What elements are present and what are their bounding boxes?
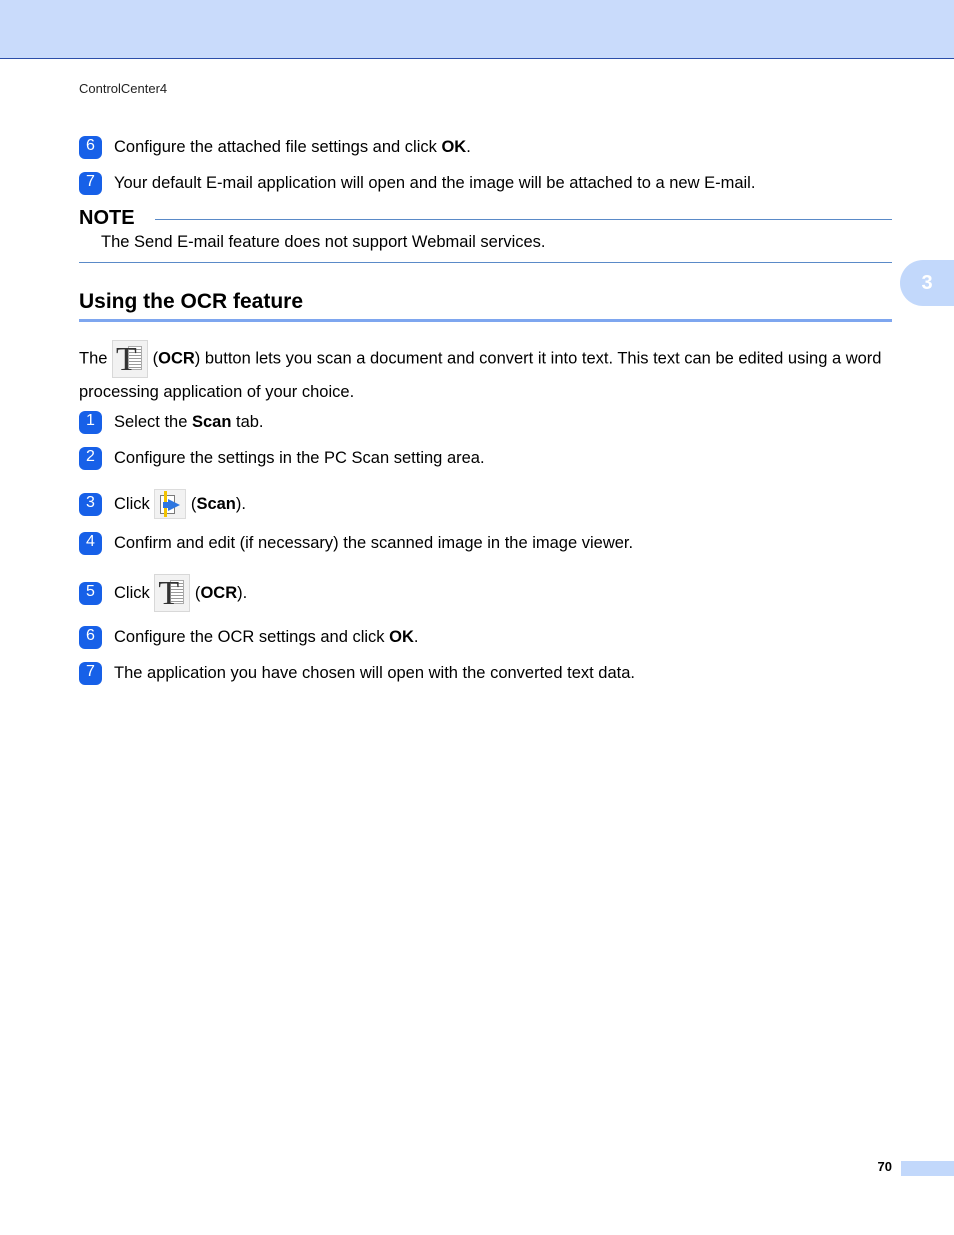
top-header-band xyxy=(0,0,954,59)
step-text: Select the Scan tab. xyxy=(114,412,264,431)
step-ocr-6 xyxy=(79,625,899,649)
step-ocr-3 xyxy=(79,489,899,519)
note-top-rule xyxy=(155,219,892,220)
footer-band xyxy=(901,1161,954,1176)
note-bottom-rule xyxy=(79,262,892,263)
step-email-7 xyxy=(79,171,899,195)
ocr-icon: T xyxy=(154,574,190,612)
step-number-badge: 7 xyxy=(79,662,102,685)
step-text: The application you have chosen will open with the converted text data. xyxy=(114,663,635,682)
page-number: 70 xyxy=(877,1159,892,1174)
running-title: ControlCenter4 xyxy=(79,81,168,96)
note-label: NOTE xyxy=(79,207,135,229)
step-number-badge: 1 xyxy=(79,411,102,434)
note-text: The Send E-mail feature does not support Webmail services. xyxy=(101,233,546,251)
step-ocr-1 xyxy=(79,410,899,434)
step-number-badge: 5 xyxy=(79,582,102,605)
ocr-icon: T xyxy=(112,340,148,378)
step-number-badge: 6 xyxy=(79,626,102,649)
step-ocr-2 xyxy=(79,446,899,470)
scan-icon xyxy=(154,489,186,519)
step-ocr-4 xyxy=(79,531,899,555)
section-title: Using the OCR feature xyxy=(79,290,304,313)
step-number-badge: 3 xyxy=(79,493,102,516)
step-email-6 xyxy=(79,135,899,159)
step-number-badge: 7 xyxy=(79,172,102,195)
step-text: Click T ( OCR ). xyxy=(114,575,248,612)
step-text: Configure the attached file settings and click OK. xyxy=(114,137,471,156)
step-text: Your default E-mail application will open and the image will be attached to a new E-mail. xyxy=(114,173,756,192)
step-ocr-7 xyxy=(79,661,899,685)
step-text: Configure the OCR settings and click OK. xyxy=(114,627,419,646)
step-number-badge: 2 xyxy=(79,447,102,470)
step-number-badge: 6 xyxy=(79,136,102,159)
step-text: Confirm and edit (if necessary) the scanned image in the image viewer. xyxy=(114,533,634,552)
section-rule xyxy=(79,319,892,322)
section-intro: The T (OCR) button lets you scan a document and convert it into text. This text can be edited using a word processing application of your choice. xyxy=(79,341,882,401)
step-text: Click ( Scan ). xyxy=(114,489,246,519)
step-ocr-5 xyxy=(79,574,899,612)
step-number-badge: 4 xyxy=(79,532,102,555)
chapter-tab: 3 xyxy=(900,260,954,306)
step-text: Configure the settings in the PC Scan setting area. xyxy=(114,448,485,467)
